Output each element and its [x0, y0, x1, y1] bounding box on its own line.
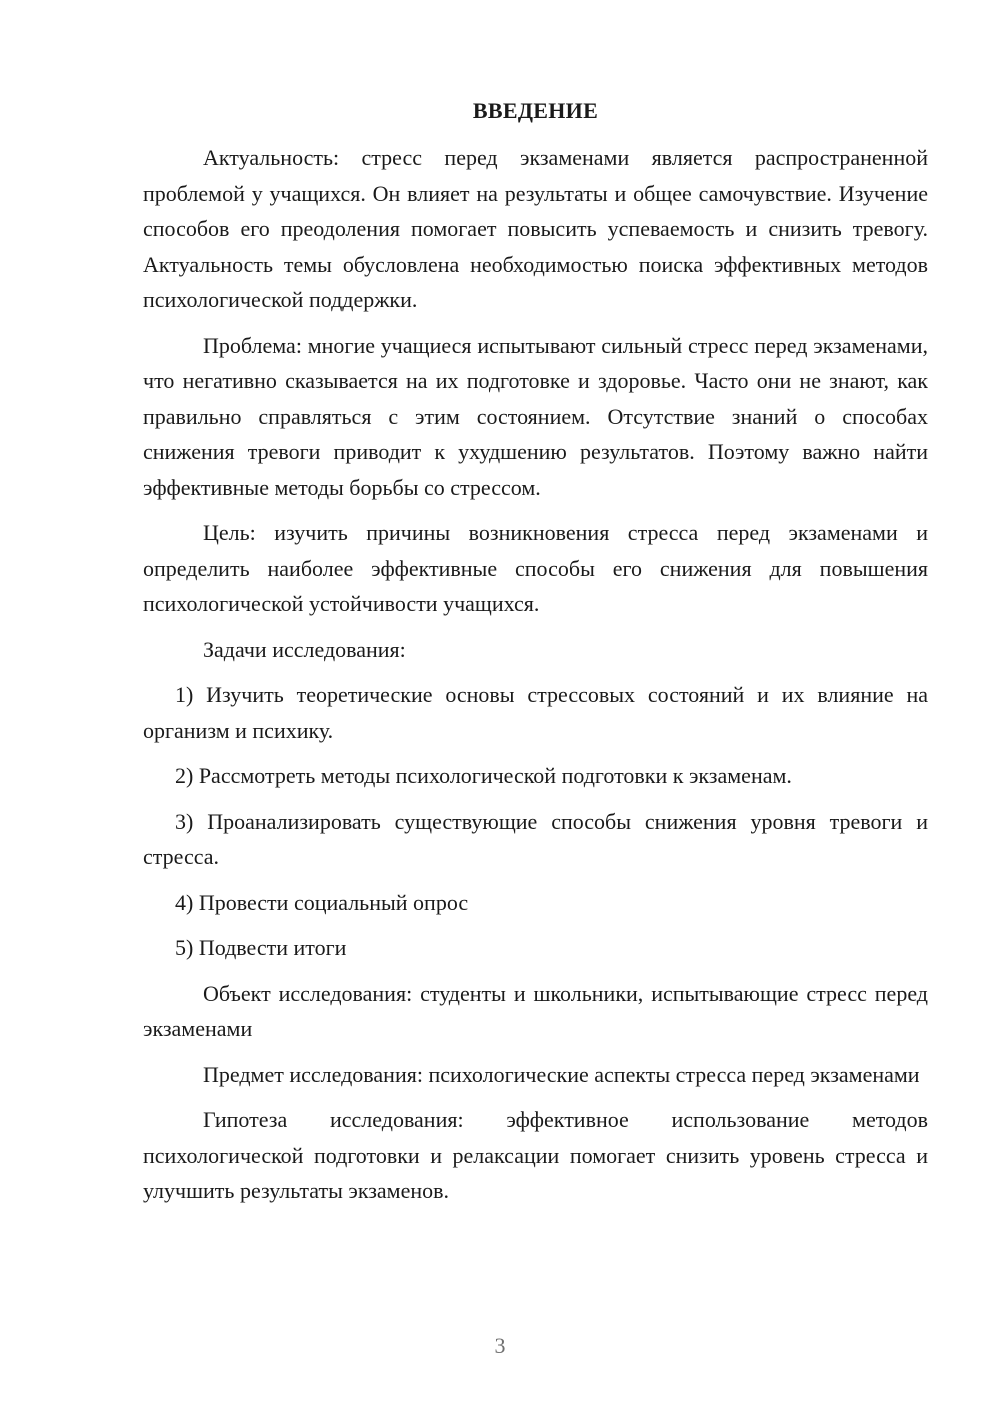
- paragraph-object: Объект исследования: студенты и школьники, испытывающие стресс перед экзаменами: [143, 980, 928, 1041]
- task-item-3: 3) Проанализировать существующие способы снижения уровня тревоги и стресса.: [143, 808, 928, 869]
- paragraph-subject: Предмет исследования: психологические аспекты стресса перед экзаменами: [203, 1061, 920, 1087]
- paragraph-tasks-heading: Задачи исследования:: [203, 636, 406, 662]
- paragraph-problem: Проблема: многие учащиеся испытывают сильный стресс перед экзаменами, что негативно сказывается на их подготовке и здоровье. Часто они не знают, как правильно справляться с этим состоянием. Отсутствие знаний о способах снижения тревоги приводит к ухудшению результатов. Поэтому важно найти эффективные методы борьбы со стрессом.: [143, 332, 928, 500]
- paragraph-hypothesis: Гипотеза исследования: эффективное использование методов психологической подготовки и релаксации помогает снизить уровень стресса и улучшить результаты экзаменов.: [143, 1107, 928, 1203]
- page-title: ВВЕДЕНИЕ: [472, 98, 599, 123]
- page-number: 3: [494, 1333, 506, 1358]
- task-item-1: 1) Изучить теоретические основы стрессовых состояний и их влияние на организм и психику.: [143, 682, 928, 743]
- task-item-2: 2) Рассмотреть методы психологической подготовки к экзаменам.: [175, 763, 792, 788]
- paragraph-relevance: Актуальность: стресс перед экзаменами является распространенной проблемой у учащихся. Он влияет на результаты и общее самочувствие. Изучение способов его преодоления помогает повысить успеваемость и снизить тревогу. Актуальность темы обусловлена необходимостью поиска эффективных методов психологической поддержки.: [143, 145, 928, 312]
- task-item-4: 4) Провести социальный опрос: [175, 889, 469, 915]
- document-page: [143, 96, 928, 1219]
- paragraph-goal: Цель: изучить причины возникновения стресса перед экзаменами и определить наиболее эффективные способы его снижения для повышения психологической устойчивости учащихся.: [143, 520, 928, 616]
- task-item-5: 5) Подвести итоги: [175, 935, 347, 960]
